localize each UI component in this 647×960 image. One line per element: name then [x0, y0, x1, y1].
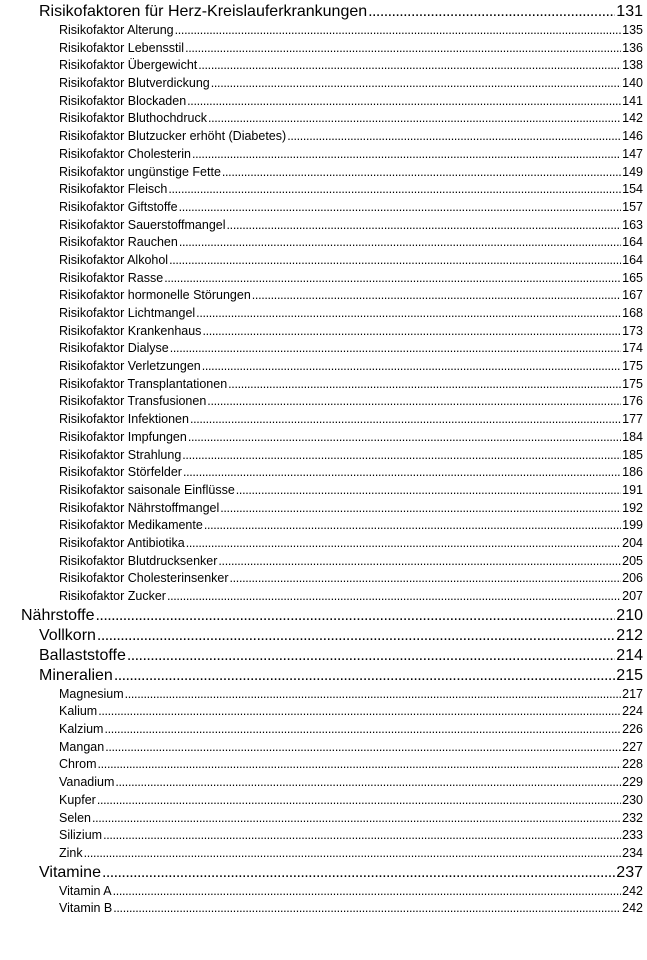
dot-leader — [207, 393, 621, 411]
dot-leader — [188, 429, 621, 447]
dot-leader — [98, 703, 621, 721]
toc-entry-page-number: 210 — [616, 606, 643, 624]
toc-entry[interactable] — [0, 626, 647, 646]
toc-entry-title: Risikofaktor Rauchen — [59, 235, 178, 250]
toc-entry-title: Ballaststoffe — [39, 646, 126, 664]
toc-entry-page-number: 233 — [622, 828, 643, 843]
toc-entry-page-number: 141 — [622, 93, 643, 108]
toc-entry-title: Risikofaktor Störfelder — [59, 465, 182, 480]
toc-entry[interactable] — [0, 845, 647, 863]
toc-entry-page-number: 175 — [622, 359, 643, 374]
dot-leader — [204, 517, 621, 535]
toc-entry-title: Risikofaktor Lebensstil — [59, 40, 185, 55]
toc-entry[interactable] — [0, 774, 647, 792]
toc-entry-page-number: 237 — [616, 863, 643, 881]
toc-entry[interactable] — [0, 128, 647, 146]
dot-leader — [115, 774, 621, 792]
toc-entry-page-number: 199 — [622, 518, 643, 533]
toc-entry[interactable] — [0, 739, 647, 757]
toc-entry-title: Vollkorn — [39, 626, 96, 644]
toc-entry-title: Kalium — [59, 704, 98, 719]
toc-entry-page-number: 217 — [622, 686, 643, 701]
toc-entry-title: Risikofaktor Bluthochdruck — [59, 111, 207, 126]
dot-leader — [187, 93, 621, 111]
toc-entry[interactable] — [0, 588, 647, 606]
dot-leader — [113, 883, 622, 901]
toc-entry-page-number: 173 — [622, 323, 643, 338]
toc-entry[interactable] — [0, 181, 647, 199]
dot-leader — [220, 500, 621, 518]
toc-entry[interactable] — [0, 252, 647, 270]
toc-entry[interactable] — [0, 164, 647, 182]
toc-entry-page-number: 186 — [622, 465, 643, 480]
table-of-contents — [0, 2, 647, 918]
dot-leader — [102, 863, 615, 883]
toc-entry-title: Risikofaktor Blutverdickung — [59, 76, 210, 91]
toc-entry-title: Risikofaktor Sauerstoffmangel — [59, 217, 226, 232]
toc-entry-page-number: 165 — [622, 270, 643, 285]
dot-leader — [252, 287, 621, 305]
toc-entry-title: Risikofaktor Strahlung — [59, 447, 182, 462]
toc-entry-title: Vitamine — [39, 863, 101, 881]
toc-entry[interactable] — [0, 305, 647, 323]
toc-entry-title: Risikofaktor Rasse — [59, 270, 164, 285]
toc-entry-title: Risikofaktor Verletzungen — [59, 359, 201, 374]
toc-entry[interactable] — [0, 721, 647, 739]
toc-entry-page-number: 204 — [622, 535, 643, 550]
dot-leader — [113, 900, 621, 918]
toc-entry[interactable] — [0, 323, 647, 341]
toc-entry-title: Risikofaktor Alkohol — [59, 252, 169, 267]
toc-entry-page-number: 228 — [622, 757, 643, 772]
toc-entry[interactable] — [0, 827, 647, 845]
toc-entry-page-number: 146 — [622, 129, 643, 144]
dot-leader — [183, 464, 621, 482]
toc-entry-title: Risikofaktor Dialyse — [59, 341, 169, 356]
toc-entry-title: Nährstoffe — [21, 606, 95, 624]
dot-leader — [202, 358, 621, 376]
dot-leader — [97, 792, 621, 810]
toc-entry-page-number: 154 — [622, 182, 643, 197]
toc-entry-title: Magnesium — [59, 686, 124, 701]
dot-leader — [211, 75, 621, 93]
toc-entry-page-number: 230 — [622, 792, 643, 807]
toc-entry[interactable] — [0, 464, 647, 482]
toc-entry-page-number: 207 — [622, 589, 643, 603]
toc-entry[interactable] — [0, 393, 647, 411]
toc-entry-title: Risikofaktor Übergewicht — [59, 58, 198, 73]
toc-entry-page-number: 157 — [622, 199, 643, 214]
toc-entry[interactable] — [0, 535, 647, 553]
dot-leader — [167, 588, 621, 606]
toc-entry[interactable] — [0, 40, 647, 58]
toc-entry[interactable] — [0, 863, 647, 883]
toc-entry-title: Mineralien — [39, 666, 113, 684]
dot-leader — [84, 845, 622, 863]
toc-entry-page-number: 142 — [622, 111, 643, 126]
dot-leader — [96, 606, 616, 626]
toc-entry-page-number: 214 — [616, 646, 643, 664]
toc-entry[interactable] — [0, 756, 647, 774]
dot-leader — [185, 40, 621, 58]
toc-entry[interactable] — [0, 287, 647, 305]
toc-entry-title: Risikofaktoren für Herz-Kreislauferkrankungen — [39, 3, 368, 20]
toc-entry-title: Risikofaktor Giftstoffe — [59, 199, 178, 214]
toc-entry-title: Risikofaktor Krankenhaus — [59, 323, 202, 338]
toc-entry-title: Risikofaktor Alterung — [59, 23, 174, 37]
dot-leader — [169, 252, 621, 270]
toc-entry-title: Vanadium — [59, 775, 115, 790]
toc-entry[interactable] — [0, 703, 647, 721]
toc-entry-title: Risikofaktor Fleisch — [59, 182, 168, 197]
toc-entry-title: Risikofaktor ungünstige Fette — [59, 164, 221, 179]
toc-entry[interactable] — [0, 2, 647, 22]
toc-entry-title: Vitamin B — [59, 901, 113, 916]
toc-entry[interactable] — [0, 270, 647, 288]
toc-entry-title: Risikofaktor saisonale Einflüsse — [59, 482, 235, 497]
dot-leader — [104, 721, 621, 739]
toc-entry-title: Kalzium — [59, 722, 104, 737]
toc-entry-title: Chrom — [59, 757, 97, 772]
dot-leader — [105, 739, 621, 757]
toc-entry[interactable] — [0, 411, 647, 429]
dot-leader — [222, 164, 621, 182]
toc-entry[interactable] — [0, 517, 647, 535]
toc-entry-page-number: 242 — [622, 883, 643, 898]
dot-leader — [236, 482, 621, 500]
dot-leader — [186, 535, 621, 553]
dot-leader — [114, 666, 615, 686]
toc-entry-page-number: 163 — [622, 217, 643, 232]
dot-leader — [227, 217, 622, 235]
toc-entry[interactable] — [0, 646, 647, 666]
toc-entry[interactable] — [0, 883, 647, 901]
toc-entry-page-number: 135 — [622, 23, 643, 37]
toc-entry-page-number: 242 — [622, 901, 643, 916]
dot-leader — [164, 270, 621, 288]
dot-leader — [127, 646, 615, 666]
dot-leader — [170, 340, 621, 358]
toc-entry-page-number: 168 — [622, 306, 643, 320]
toc-entry-page-number: 192 — [622, 500, 643, 515]
toc-entry-page-number: 131 — [616, 3, 643, 20]
dot-leader — [182, 447, 621, 465]
toc-entry[interactable] — [0, 553, 647, 571]
toc-entry-page-number: 227 — [622, 739, 643, 754]
toc-entry-page-number: 191 — [622, 482, 643, 497]
dot-leader — [190, 411, 621, 429]
toc-entry-title: Risikofaktor Antibiotika — [59, 535, 185, 550]
toc-entry-page-number: 177 — [622, 412, 643, 427]
dot-leader — [368, 2, 615, 22]
toc-entry-page-number: 147 — [622, 146, 643, 161]
toc-entry[interactable] — [0, 686, 647, 704]
dot-leader — [168, 181, 621, 199]
toc-entry[interactable] — [0, 376, 647, 394]
toc-entry[interactable] — [0, 234, 647, 252]
toc-entry-title: Risikofaktor Blockaden — [59, 93, 187, 108]
toc-entry-title: Vitamin A — [59, 883, 112, 898]
toc-entry[interactable] — [0, 110, 647, 128]
toc-entry-title: Mangan — [59, 739, 105, 754]
dot-leader — [179, 234, 621, 252]
toc-entry-page-number: 215 — [616, 666, 643, 684]
toc-entry[interactable] — [0, 57, 647, 75]
toc-entry-title: Risikofaktor Medikamente — [59, 518, 203, 533]
toc-entry-page-number: 234 — [622, 845, 643, 860]
dot-leader — [103, 827, 621, 845]
toc-entry-title: Risikofaktor Zucker — [59, 589, 166, 603]
toc-entry-page-number: 224 — [622, 704, 643, 719]
dot-leader — [196, 305, 621, 323]
dot-leader — [230, 570, 622, 588]
toc-entry-title: Risikofaktor Impfungen — [59, 429, 187, 444]
toc-entry-title: Risikofaktor Transfusionen — [59, 394, 207, 409]
toc-entry[interactable] — [0, 666, 647, 686]
toc-entry[interactable] — [0, 447, 647, 465]
toc-entry-title: Risikofaktor Cholesterinsenker — [59, 571, 229, 586]
toc-entry[interactable] — [0, 22, 647, 40]
toc-entry[interactable] — [0, 199, 647, 217]
dot-leader — [218, 553, 621, 571]
toc-entry[interactable] — [0, 570, 647, 588]
toc-entry-page-number: 174 — [622, 341, 643, 356]
toc-entry-page-number: 206 — [622, 571, 643, 586]
dot-leader — [97, 626, 615, 646]
toc-entry[interactable] — [0, 792, 647, 810]
dot-leader — [198, 57, 621, 75]
toc-entry[interactable] — [0, 900, 647, 918]
toc-entry[interactable] — [0, 500, 647, 518]
dot-leader — [228, 376, 621, 394]
toc-entry[interactable] — [0, 146, 647, 164]
dot-leader — [125, 686, 622, 704]
toc-entry[interactable] — [0, 606, 647, 626]
toc-entry-page-number: 149 — [622, 164, 643, 179]
toc-entry-title: Zink — [59, 845, 83, 860]
dot-leader — [208, 110, 621, 128]
toc-entry-title: Risikofaktor hormonelle Störungen — [59, 288, 251, 303]
toc-entry[interactable] — [0, 482, 647, 500]
toc-entry-title: Risikofaktor Lichtmangel — [59, 306, 196, 320]
toc-entry[interactable] — [0, 429, 647, 447]
toc-entry-page-number: 175 — [622, 376, 643, 391]
toc-entry-page-number: 167 — [622, 288, 643, 303]
dot-leader — [179, 199, 622, 217]
toc-entry[interactable] — [0, 810, 647, 828]
toc-entry[interactable] — [0, 358, 647, 376]
toc-entry-title: Silizium — [59, 828, 103, 843]
toc-entry-title: Selen — [59, 810, 91, 825]
toc-entry-title: Risikofaktor Transplantationen — [59, 376, 228, 391]
dot-leader — [92, 810, 621, 828]
toc-entry-page-number: 185 — [622, 447, 643, 462]
dot-leader — [192, 146, 621, 164]
toc-entry-title: Risikofaktor Cholesterin — [59, 146, 191, 161]
toc-entry[interactable] — [0, 217, 647, 235]
toc-entry-title: Risikofaktor Nährstoffmangel — [59, 500, 220, 515]
toc-entry[interactable] — [0, 75, 647, 93]
toc-entry-page-number: 136 — [622, 40, 643, 55]
toc-entry-page-number: 140 — [622, 76, 643, 91]
toc-entry[interactable] — [0, 340, 647, 358]
toc-entry-page-number: 164 — [622, 252, 643, 267]
toc-entry-title: Kupfer — [59, 792, 96, 807]
toc-entry-title: Risikofaktor Blutzucker erhöht (Diabetes) — [59, 129, 287, 144]
dot-leader — [287, 128, 621, 146]
toc-entry-title: Risikofaktor Blutdrucksenker — [59, 553, 218, 568]
toc-entry-title: Risikofaktor Infektionen — [59, 412, 189, 427]
dot-leader — [98, 756, 622, 774]
dot-leader — [202, 323, 621, 341]
toc-entry-page-number: 164 — [622, 235, 643, 250]
toc-entry-page-number: 212 — [616, 626, 643, 644]
toc-entry-page-number: 232 — [622, 810, 643, 825]
toc-entry[interactable] — [0, 93, 647, 111]
toc-entry-page-number: 205 — [622, 553, 643, 568]
toc-entry-page-number: 226 — [622, 722, 643, 737]
toc-entry-page-number: 229 — [622, 775, 643, 790]
toc-entry-page-number: 184 — [622, 429, 643, 444]
toc-entry-page-number: 176 — [622, 394, 643, 409]
toc-entry-page-number: 138 — [622, 58, 643, 73]
dot-leader — [175, 22, 622, 40]
